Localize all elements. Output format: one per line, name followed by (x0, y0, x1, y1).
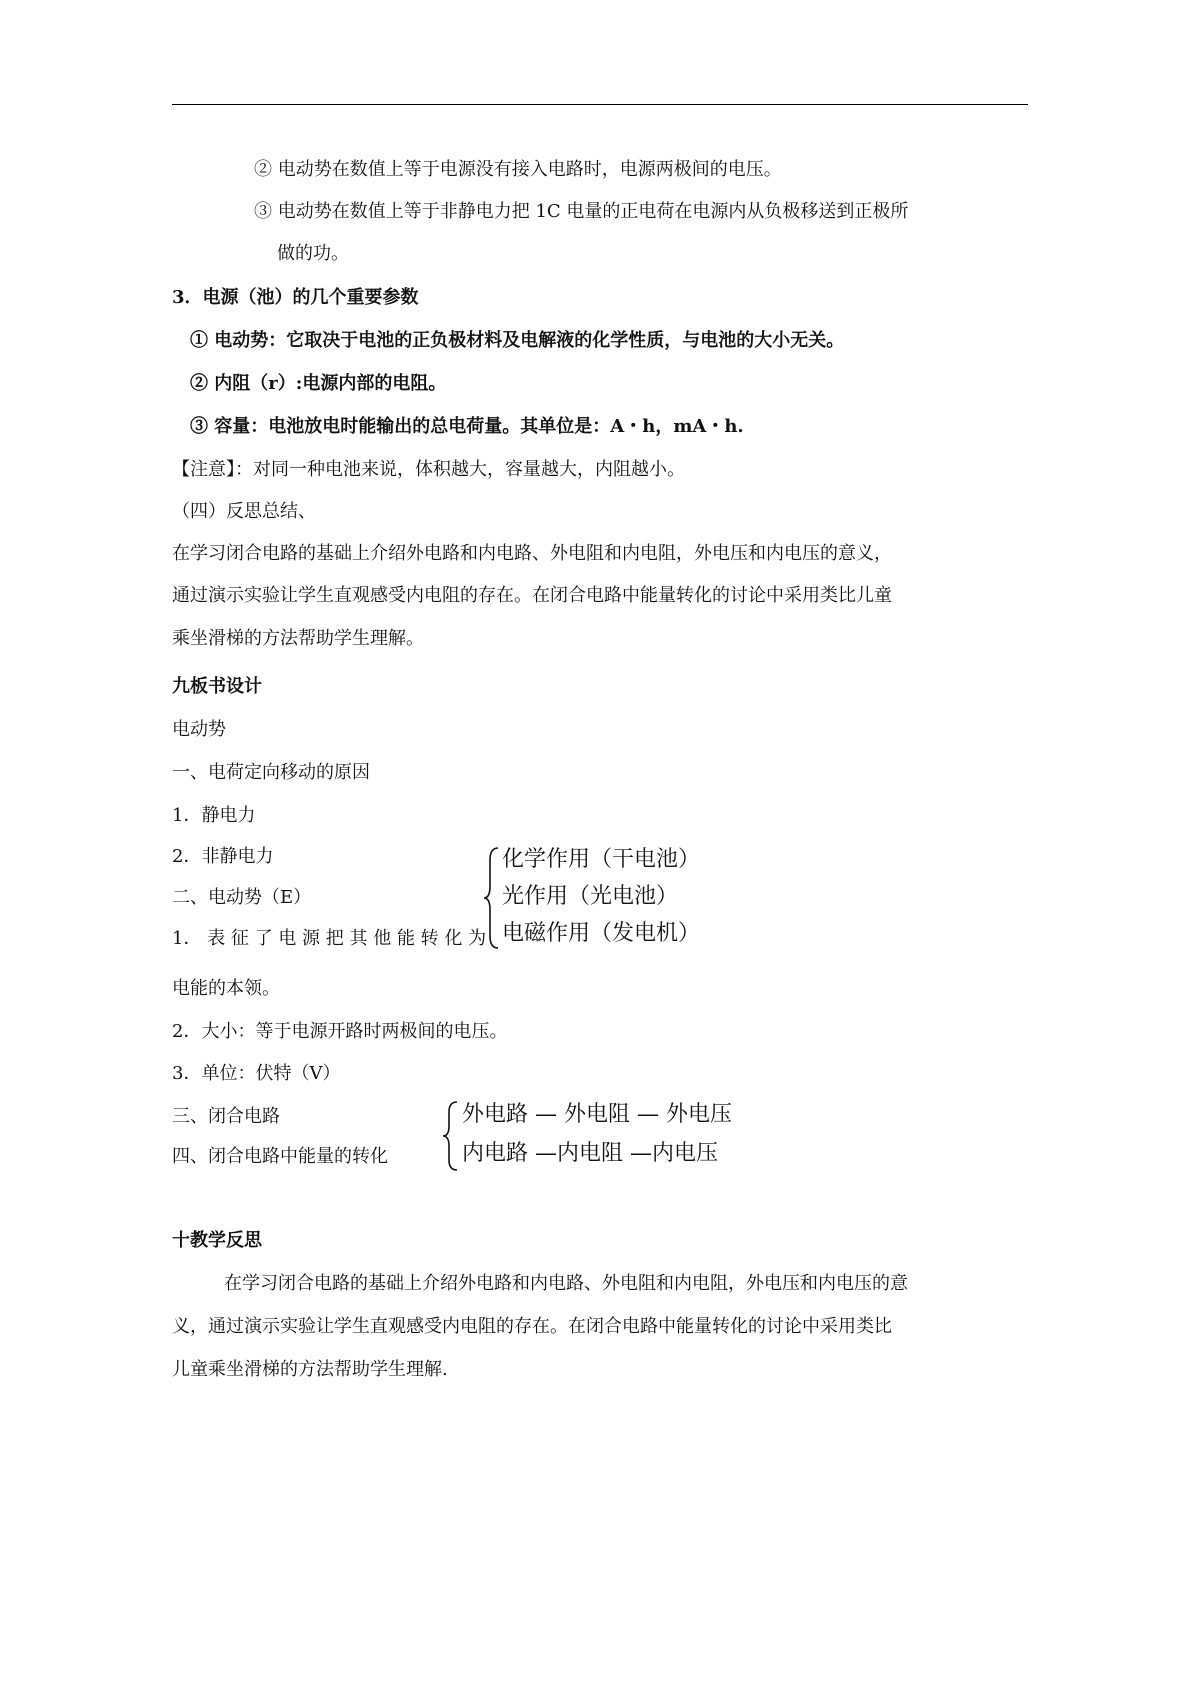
text-line-board-5: 1． 表 征 了 电 源 把 其 他 能 转 化 为 (172, 928, 487, 949)
brace1-item-light: 光作用（光电池） (502, 884, 679, 909)
text-line-board-title: 电动势 (172, 719, 226, 740)
text-line-teaching-reflection-1: 在学习闭合电路的基础上介绍外电路和内电路、外电阻和内电阻，外电压和内电压的意 (224, 1273, 908, 1294)
brace1-item-chemical: 化学作用（干电池） (502, 847, 701, 872)
header-rule (172, 104, 1028, 105)
text-line-param-capacity: ③ 容量：电池放电时能输出的总电荷量。其单位是：A・h，mA・h. (190, 416, 744, 437)
section-heading-parameters: 3．电源（池）的几个重要参数 (172, 287, 419, 308)
text-line-board-2: 1．静电力 (172, 805, 256, 826)
text-line-reflection-1: 在学习闭合电路的基础上介绍外电路和内电路、外电阻和内电阻，外电压和内电压的意义， (172, 543, 892, 564)
text-line-teaching-reflection-2: 义，通过演示实验让学生直观感受内电阻的存在。在闭合电路中能量转化的讨论中采用类比 (172, 1316, 892, 1337)
curly-brace-2 (451, 1100, 461, 1172)
text-line-board-10: 四、闭合电路中能量的转化 (172, 1146, 388, 1167)
text-line-emf-work: ③ 电动势在数值上等于非静电力把 1C 电量的正电荷在电源内从负极移送到正极所 (254, 201, 909, 222)
text-line-board-7: 2．大小：等于电源开路时两极间的电压。 (172, 1021, 508, 1042)
text-line-reflection-heading: （四）反思总结、 (172, 501, 316, 522)
text-line-reflection-2: 通过演示实验让学生直观感受内电阻的存在。在闭合电路中能量转化的讨论中采用类比儿童 (172, 585, 892, 606)
text-line-teaching-reflection-3: 儿童乘坐滑梯的方法帮助学生理解. (172, 1359, 448, 1380)
text-line-board-3: 2．非静电力 (172, 846, 274, 867)
text-line-param-emf: ① 电动势：它取决于电池的正负极材料及电解液的化学性质，与电池的大小无关。 (190, 330, 845, 351)
section-heading-teaching-reflection: 十教学反思 (172, 1230, 262, 1251)
text-line-param-resistance: ② 内阻（r）:电源内部的电阻。 (190, 373, 447, 394)
text-line-board-9: 三、闭合电路 (172, 1106, 280, 1127)
brace2-item-internal: 内电路 —内电阻 —内电压 (462, 1141, 718, 1166)
text-line-board-4: 二、电动势（E） (172, 887, 312, 908)
text-line-emf-work-cont: 做的功。 (277, 243, 349, 264)
section-heading-board-design: 九板书设计 (172, 676, 262, 697)
text-line-board-8: 3．单位：伏特（V） (172, 1063, 341, 1084)
text-line-reflection-3: 乘坐滑梯的方法帮助学生理解。 (172, 628, 424, 649)
text-line-board-6: 电能的本领。 (172, 978, 280, 999)
brace1-item-electromagnetic: 电磁作用（发电机） (502, 921, 701, 946)
curly-brace-1 (492, 846, 502, 950)
text-line-board-1: 一、电荷定向移动的原因 (172, 762, 370, 783)
text-line-note: 【注意】：对同一种电池来说，体积越大，容量越大，内阻越小。 (172, 459, 685, 480)
brace2-item-external: 外电路 — 外电阻 — 外电压 (462, 1102, 732, 1127)
text-line-emf-open-circuit: ② 电动势在数值上等于电源没有接入电路时，电源两极间的电压。 (254, 159, 782, 180)
